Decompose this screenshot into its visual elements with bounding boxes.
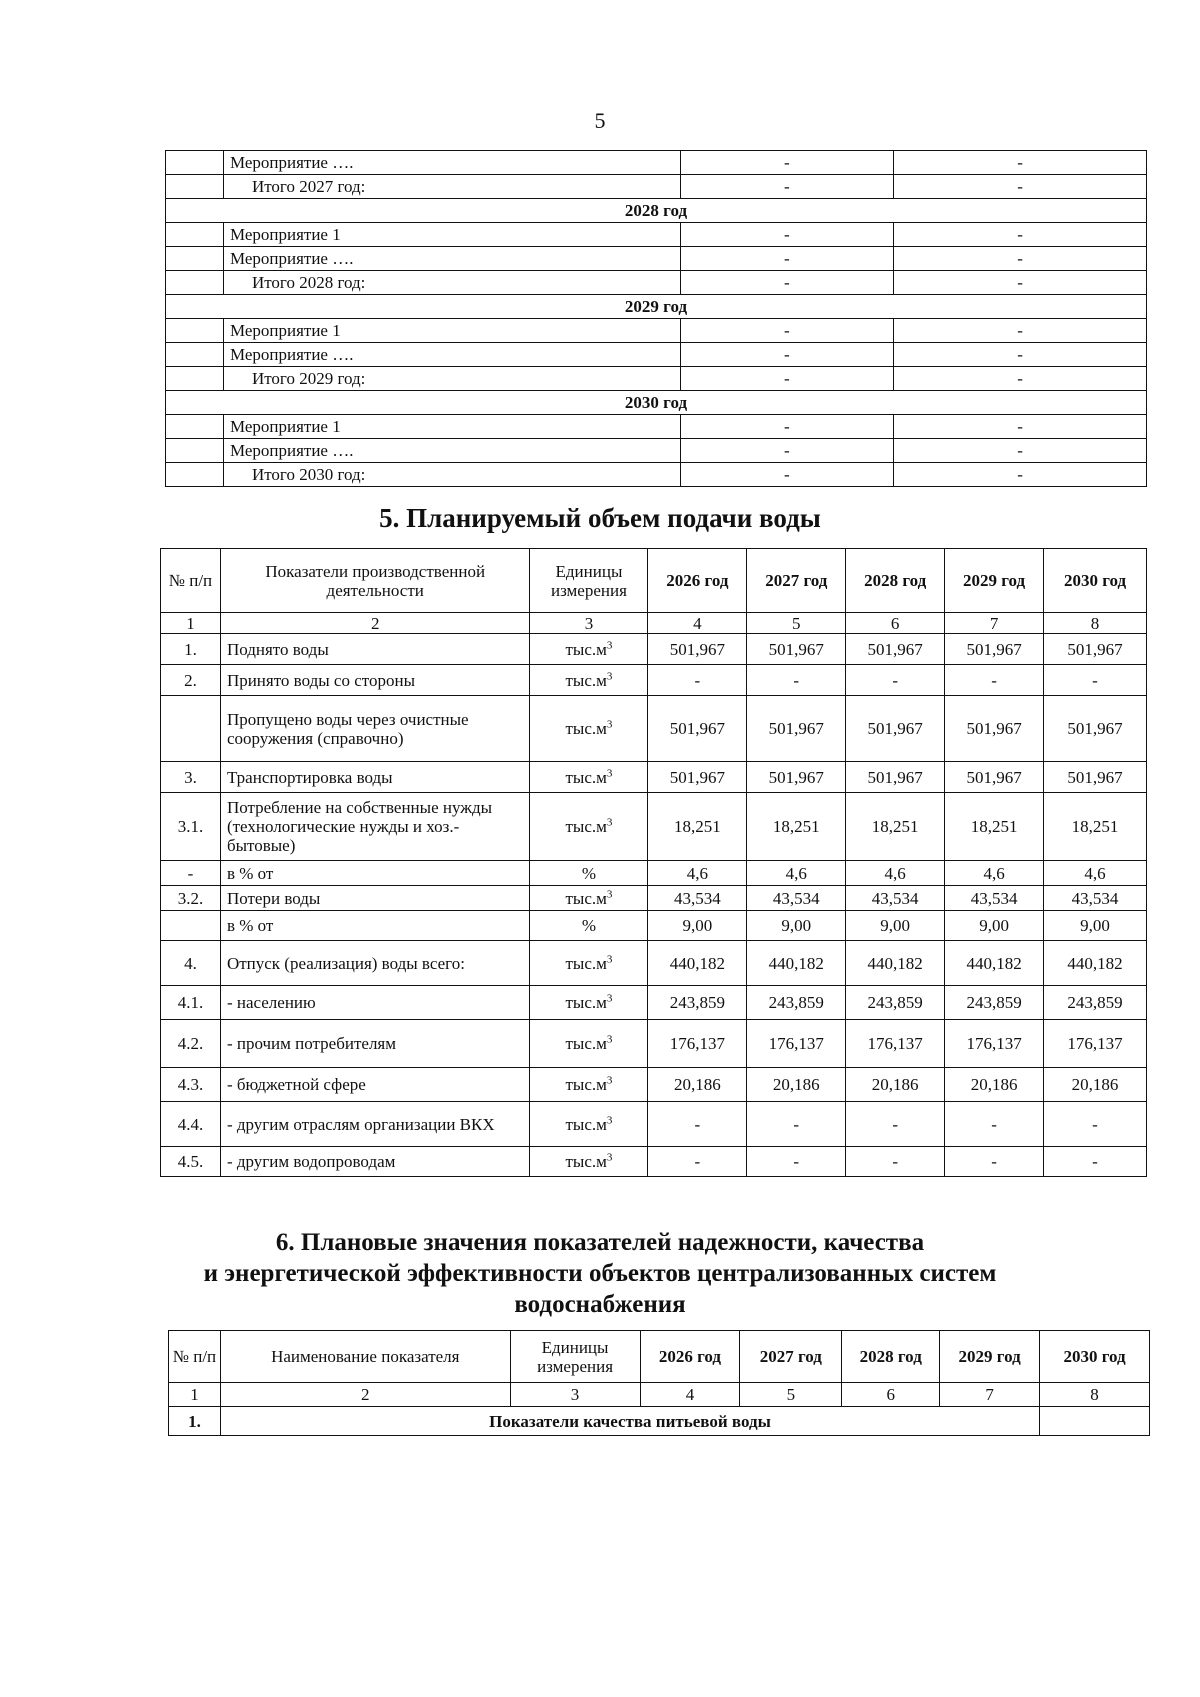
- col-header: № п/п: [169, 1331, 221, 1383]
- activity-name: Мероприятие 1: [223, 319, 680, 343]
- indicator-name: - другим отраслям организации ВКХ: [220, 1102, 530, 1147]
- indicator-name: в % от: [220, 861, 530, 886]
- unit-superscript: 3: [606, 669, 613, 682]
- activity-name: Мероприятие ….: [223, 151, 680, 175]
- unit-cell: [530, 696, 648, 762]
- row-number: 4.3.: [161, 1068, 221, 1102]
- section-6-title: [0, 1227, 1200, 1320]
- year-value: 501,967: [747, 696, 846, 762]
- year-value: 440,182: [1044, 941, 1147, 986]
- year-value: -: [846, 665, 945, 696]
- col-number: 4: [640, 1383, 740, 1407]
- activity-row: [166, 439, 1147, 463]
- col-header: 2029 год: [945, 549, 1044, 613]
- year-value: 9,00: [1044, 911, 1147, 941]
- unit-cell: [530, 861, 648, 886]
- empty-cell: [1040, 1407, 1150, 1436]
- year-value: 501,967: [945, 696, 1044, 762]
- data-row: [161, 696, 1147, 762]
- row-number-cell: [166, 247, 224, 271]
- year-value: -: [648, 665, 747, 696]
- unit-cell: [530, 634, 648, 665]
- value-cell: -: [894, 271, 1147, 295]
- year-value: 243,859: [945, 986, 1044, 1020]
- value-cell: -: [894, 223, 1147, 247]
- year-value: 501,967: [648, 696, 747, 762]
- row-number: [161, 696, 221, 762]
- unit-cell: [530, 793, 648, 861]
- activity-name: Мероприятие 1: [223, 415, 680, 439]
- col-header: Единицы измерения: [510, 1331, 640, 1383]
- activity-row: [166, 343, 1147, 367]
- total-label: Итого 2030 год:: [223, 463, 680, 487]
- total-label: Итого 2029 год:: [223, 367, 680, 391]
- unit-superscript: 3: [606, 1074, 613, 1087]
- col-header: № п/п: [161, 549, 221, 613]
- data-row: [161, 634, 1147, 665]
- col-header: 2028 год: [842, 1331, 940, 1383]
- unit: тыс.м: [565, 670, 607, 690]
- year-value: -: [747, 1147, 846, 1177]
- year-value: 18,251: [846, 793, 945, 861]
- unit-cell: [530, 665, 648, 696]
- year-value: 43,534: [648, 886, 747, 911]
- year-value: 9,00: [846, 911, 945, 941]
- row-number: 4.5.: [161, 1147, 221, 1177]
- year-value: -: [945, 665, 1044, 696]
- value-cell: -: [680, 223, 894, 247]
- year-row: [166, 199, 1147, 223]
- group-label: Показатели качества питьевой воды: [220, 1407, 1039, 1436]
- year-value: 43,534: [747, 886, 846, 911]
- col-number: 2: [220, 613, 530, 634]
- activity-name: Мероприятие ….: [223, 247, 680, 271]
- value-cell: -: [894, 151, 1147, 175]
- year-value: 501,967: [747, 634, 846, 665]
- row-number-cell: [166, 343, 224, 367]
- data-row: [161, 941, 1147, 986]
- value-cell: -: [894, 343, 1147, 367]
- col-header: 2027 год: [747, 549, 846, 613]
- row-number: [161, 911, 221, 941]
- section-6-title-line: и энергетической эффективности объектов централизованных систем: [203, 1260, 997, 1287]
- row-number-cell: [166, 439, 224, 463]
- unit-superscript: 3: [606, 992, 613, 1005]
- value-cell: -: [680, 271, 894, 295]
- col-number: 3: [510, 1383, 640, 1407]
- col-header: Наименование показателя: [220, 1331, 510, 1383]
- activity-row: [166, 415, 1147, 439]
- unit: тыс.м: [565, 953, 607, 973]
- row-number-cell: [166, 271, 224, 295]
- unit: %: [581, 863, 597, 883]
- unit-cell: [530, 986, 648, 1020]
- unit-superscript: 3: [606, 1033, 613, 1046]
- year-value: 9,00: [747, 911, 846, 941]
- column-number-row: [161, 613, 1147, 634]
- year-value: 176,137: [945, 1020, 1044, 1068]
- column-number-row: [169, 1383, 1150, 1407]
- year-value: 20,186: [1044, 1068, 1147, 1102]
- activity-row: [166, 319, 1147, 343]
- year-value: 18,251: [1044, 793, 1147, 861]
- unit-superscript: 3: [606, 638, 613, 651]
- indicator-name: Поднято воды: [220, 634, 530, 665]
- row-number: -: [161, 861, 221, 886]
- year-value: 501,967: [747, 762, 846, 793]
- row-number: 4.4.: [161, 1102, 221, 1147]
- indicator-name: - прочим потребителям: [220, 1020, 530, 1068]
- row-number-cell: [166, 175, 224, 199]
- value-cell: -: [680, 463, 894, 487]
- total-row: [166, 367, 1147, 391]
- group-row: [169, 1407, 1150, 1436]
- year-value: 243,859: [648, 986, 747, 1020]
- year-value: 501,967: [1044, 634, 1147, 665]
- row-number-cell: [166, 319, 224, 343]
- col-number: 1: [161, 613, 221, 634]
- year-value: 501,967: [945, 634, 1044, 665]
- data-row: [161, 793, 1147, 861]
- unit: тыс.м: [565, 817, 607, 836]
- year-label: 2028 год: [166, 199, 1147, 223]
- year-value: 4,6: [747, 861, 846, 886]
- unit: тыс.м: [565, 1075, 607, 1094]
- col-header: 2028 год: [846, 549, 945, 613]
- col-header: 2027 год: [740, 1331, 842, 1383]
- col-header: 2029 год: [940, 1331, 1040, 1383]
- section-6-title-line: 6. Плановые значения показателей надежности, качества: [275, 1229, 925, 1256]
- year-value: 440,182: [648, 941, 747, 986]
- data-row: [161, 1020, 1147, 1068]
- row-number-cell: [166, 463, 224, 487]
- year-value: 501,967: [1044, 696, 1147, 762]
- year-value: 501,967: [846, 696, 945, 762]
- year-value: 20,186: [945, 1068, 1044, 1102]
- section-5-title: 5. Планируемый объем подачи воды: [379, 503, 821, 533]
- unit: тыс.м: [565, 1034, 607, 1053]
- col-header: 2030 год: [1044, 549, 1147, 613]
- activity-name: Мероприятие ….: [223, 343, 680, 367]
- year-value: 243,859: [846, 986, 945, 1020]
- unit: тыс.м: [565, 888, 607, 908]
- unit: тыс.м: [565, 1114, 607, 1134]
- year-value: 9,00: [945, 911, 1044, 941]
- year-value: 43,534: [846, 886, 945, 911]
- value-cell: -: [680, 175, 894, 199]
- col-number: 6: [846, 613, 945, 634]
- year-value: 501,967: [846, 762, 945, 793]
- total-label: Итого 2028 год:: [223, 271, 680, 295]
- year-value: 440,182: [846, 941, 945, 986]
- page-number: 5: [594, 108, 606, 133]
- unit: тыс.м: [565, 639, 607, 659]
- row-number-cell: [166, 415, 224, 439]
- year-value: 9,00: [648, 911, 747, 941]
- value-cell: -: [680, 367, 894, 391]
- value-cell: -: [680, 439, 894, 463]
- year-value: 501,967: [945, 762, 1044, 793]
- value-cell: -: [894, 367, 1147, 391]
- indicator-name: Отпуск (реализация) воды всего:: [220, 941, 530, 986]
- unit-cell: [530, 911, 648, 941]
- total-row: [166, 271, 1147, 295]
- year-value: 20,186: [846, 1068, 945, 1102]
- row-number-cell: [166, 151, 224, 175]
- row-number: 1.: [161, 634, 221, 665]
- indicator-name: Пропущено воды через очистные сооружения (справочно): [220, 696, 530, 762]
- indicator-name: Принято воды со стороны: [220, 665, 530, 696]
- value-cell: -: [680, 415, 894, 439]
- value-cell: -: [894, 463, 1147, 487]
- col-number: 5: [747, 613, 846, 634]
- year-label: 2030 год: [166, 391, 1147, 415]
- year-value: 4,6: [648, 861, 747, 886]
- unit-cell: [530, 1147, 648, 1177]
- year-value: 501,967: [846, 634, 945, 665]
- value-cell: -: [680, 319, 894, 343]
- activity-row: [166, 247, 1147, 271]
- unit-cell: [530, 762, 648, 793]
- unit-superscript: 3: [606, 816, 613, 829]
- value-cell: -: [894, 439, 1147, 463]
- section-6-title-line: водоснабжения: [514, 1291, 686, 1318]
- col-number: 8: [1040, 1383, 1150, 1407]
- year-value: -: [747, 665, 846, 696]
- year-value: -: [945, 1102, 1044, 1147]
- year-value: 501,967: [1044, 762, 1147, 793]
- year-value: 43,534: [945, 886, 1044, 911]
- col-header: 2026 год: [640, 1331, 740, 1383]
- unit-cell: [530, 886, 648, 911]
- row-number: 3.1.: [161, 793, 221, 861]
- year-value: 18,251: [945, 793, 1044, 861]
- year-value: -: [1044, 1102, 1147, 1147]
- value-cell: -: [894, 247, 1147, 271]
- col-header: 2030 год: [1040, 1331, 1150, 1383]
- unit: тыс.м: [565, 719, 607, 738]
- value-cell: -: [894, 319, 1147, 343]
- year-row: [166, 295, 1147, 319]
- year-value: 501,967: [648, 762, 747, 793]
- unit-superscript: 3: [606, 1113, 613, 1126]
- data-row: [161, 861, 1147, 886]
- activity-row: [166, 151, 1147, 175]
- row-number: 4.: [161, 941, 221, 986]
- indicator-name: - населению: [220, 986, 530, 1020]
- unit-superscript: 3: [606, 718, 613, 731]
- col-number: 5: [740, 1383, 842, 1407]
- year-label: 2029 год: [166, 295, 1147, 319]
- year-value: 4,6: [846, 861, 945, 886]
- data-row: [161, 762, 1147, 793]
- indicator-name: - другим водопроводам: [220, 1147, 530, 1177]
- unit-superscript: 3: [606, 1151, 613, 1164]
- data-row: [161, 911, 1147, 941]
- year-value: 176,137: [747, 1020, 846, 1068]
- year-value: -: [1044, 1147, 1147, 1177]
- year-value: 176,137: [648, 1020, 747, 1068]
- col-number: 6: [842, 1383, 940, 1407]
- year-value: 4,6: [1044, 861, 1147, 886]
- row-number: 2.: [161, 665, 221, 696]
- year-value: -: [945, 1147, 1044, 1177]
- year-value: 243,859: [1044, 986, 1147, 1020]
- row-number: 3.: [161, 762, 221, 793]
- row-number: 4.2.: [161, 1020, 221, 1068]
- indicator-name: Потребление на собственные нужды (технологические нужды и хоз.-бытовые): [220, 793, 530, 861]
- unit: тыс.м: [565, 1152, 607, 1171]
- year-value: -: [846, 1102, 945, 1147]
- value-cell: -: [894, 415, 1147, 439]
- year-value: 501,967: [648, 634, 747, 665]
- unit: %: [581, 916, 597, 935]
- unit: тыс.м: [565, 767, 607, 787]
- row-number-cell: [166, 367, 224, 391]
- activity-name: Мероприятие ….: [223, 439, 680, 463]
- value-cell: -: [894, 175, 1147, 199]
- col-number: 3: [530, 613, 648, 634]
- row-number: 4.1.: [161, 986, 221, 1020]
- year-value: -: [846, 1147, 945, 1177]
- year-value: 20,186: [747, 1068, 846, 1102]
- col-number: 7: [940, 1383, 1040, 1407]
- total-label: Итого 2027 год:: [223, 175, 680, 199]
- unit-superscript: 3: [606, 952, 613, 965]
- header-row: [161, 549, 1147, 613]
- total-row: [166, 463, 1147, 487]
- value-cell: -: [680, 151, 894, 175]
- data-row: [161, 665, 1147, 696]
- col-header: Показатели производственной деятельности: [220, 549, 530, 613]
- value-cell: -: [680, 343, 894, 367]
- unit-cell: [530, 1068, 648, 1102]
- col-number: 1: [169, 1383, 221, 1407]
- year-value: 243,859: [747, 986, 846, 1020]
- year-value: -: [648, 1147, 747, 1177]
- indicators-table: [168, 1330, 1150, 1436]
- indicator-name: - бюджетной сфере: [220, 1068, 530, 1102]
- water-supply-table: [160, 548, 1147, 1177]
- year-value: -: [1044, 665, 1147, 696]
- activities-table: [165, 150, 1147, 487]
- activity-name: Мероприятие 1: [223, 223, 680, 247]
- data-row: [161, 1068, 1147, 1102]
- unit-cell: [530, 1020, 648, 1068]
- row-number: 3.2.: [161, 886, 221, 911]
- year-value: 20,186: [648, 1068, 747, 1102]
- unit-superscript: 3: [606, 766, 613, 779]
- year-row: [166, 391, 1147, 415]
- data-row: [161, 886, 1147, 911]
- year-value: 176,137: [846, 1020, 945, 1068]
- data-row: [161, 1147, 1147, 1177]
- indicator-name: Потери воды: [220, 886, 530, 911]
- year-value: 43,534: [1044, 886, 1147, 911]
- year-value: 176,137: [1044, 1020, 1147, 1068]
- year-value: 440,182: [747, 941, 846, 986]
- col-number: 7: [945, 613, 1044, 634]
- group-number: 1.: [169, 1407, 221, 1436]
- col-number: 2: [220, 1383, 510, 1407]
- year-value: -: [747, 1102, 846, 1147]
- unit: тыс.м: [565, 993, 607, 1012]
- col-header: Единицы измерения: [530, 549, 648, 613]
- unit-cell: [530, 941, 648, 986]
- indicator-name: Транспортировка воды: [220, 762, 530, 793]
- year-value: -: [648, 1102, 747, 1147]
- year-value: 18,251: [747, 793, 846, 861]
- year-value: 18,251: [648, 793, 747, 861]
- col-number: 8: [1044, 613, 1147, 634]
- col-number: 4: [648, 613, 747, 634]
- unit-superscript: 3: [606, 887, 613, 900]
- year-value: 440,182: [945, 941, 1044, 986]
- data-row: [161, 1102, 1147, 1147]
- unit-cell: [530, 1102, 648, 1147]
- header-row: [169, 1331, 1150, 1383]
- col-header: 2026 год: [648, 549, 747, 613]
- year-value: 4,6: [945, 861, 1044, 886]
- value-cell: -: [680, 247, 894, 271]
- indicator-name: в % от: [220, 911, 530, 941]
- data-row: [161, 986, 1147, 1020]
- total-row: [166, 175, 1147, 199]
- row-number-cell: [166, 223, 224, 247]
- activity-row: [166, 223, 1147, 247]
